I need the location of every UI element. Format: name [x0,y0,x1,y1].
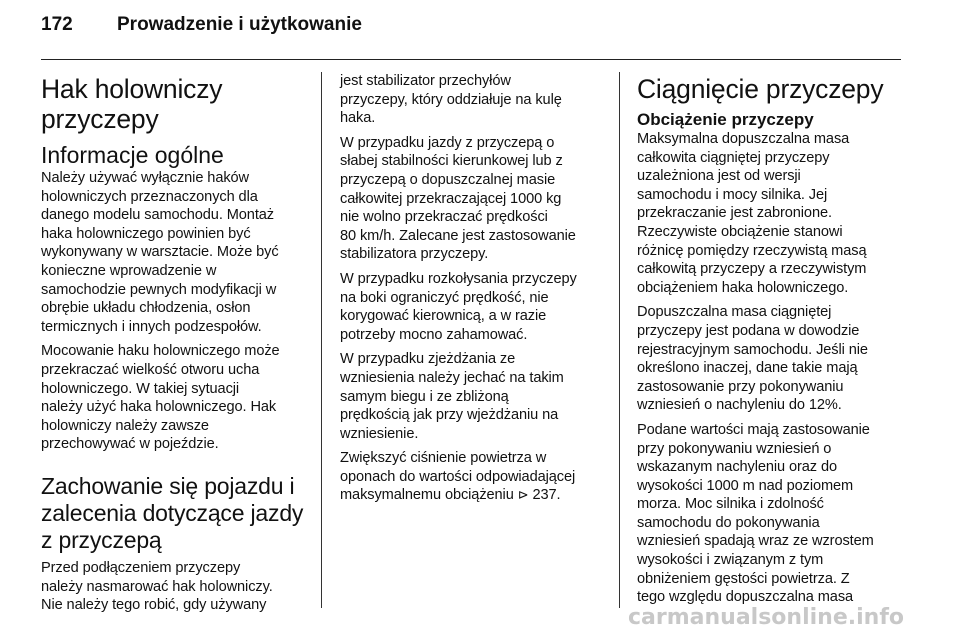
paragraph: Mocowanie haku holowniczego może przekraczać wielkość otworu ucha holowniczego. W takiej sytuacji należy użyć haka holowniczego. Hak holowniczy należy zawsze przechowywać w pojeździe. [41,343,280,453]
paragraph: W przypadku jazdy z przyczepą o słabej stabilności kierunkowej lub z przyczepą o dopuszczalnej masie całkowitej przekraczającej 1000 kg nie wolno przekraczać prędkości 80 km/h. Zalecane jest zastosowanie stabilizatora przyczepy. [340,134,576,263]
column-1 [41,72,309,621]
page-header [41,14,362,36]
paragraph: Maksymalna dopuszczalna masa całkowita ciągniętej przyczepy uzależniona jest od wersji samochodu i mocy silnika. Jej przekraczanie jest zabronione. Rzeczywiste obciążenie stanowi różnicę pomiędzy rzeczywistą masą całkowitą przyczepy a rzeczywistym obciążeniem haka holowniczego. [637,131,867,296]
column-divider [619,72,620,608]
column-divider [321,72,322,608]
heading-trailer-towing: Ciągnięcie przyczepy [637,74,884,104]
header-rule [41,59,901,60]
paragraph: W przypadku rozkołysania przyczepy na boki ograniczyć prędkość, nie korygować kierownicą, a w razie potrzeby mocno zahamować. [340,270,577,343]
paragraph: W przypadku zjeżdżania ze wzniesienia należy jechać na takim samym biegu i ze zbliżoną prędkością jak przy wjeżdżaniu na wzniesienie. [340,351,564,442]
heading-driving-behaviour: Zachowanie się pojazdu i zalecenia dotyczące jazdy z przyczepą [41,472,304,553]
section-title: Prowadzenie i użytkowanie [117,14,362,35]
page-reference-link[interactable]: 237. [528,487,561,504]
paragraph: Dopuszczalna masa ciągniętej przyczepy jest podana w dowodzie rejestracyjnym samochodu. Jeśli nie określono inaczej, dane takie mają zastosowanie przy pokonywaniu wzniesień o nachyleniu do 12%. [637,304,868,414]
subheading-general-info: Informacje ogólne [41,142,224,168]
paragraph: Należy używać wyłącznie haków holowniczych przeznaczonych dla danego modelu samochodu. Montaż haka holowniczego powinien być wykonywany w warsztacie. Może być konieczne wprowadzenie w samochodzie pewnych modyfikacji w obrębie układu chłodzenia, osłon termicznych i innych podzespołów. [41,170,279,335]
watermark: carmanualsonline.info [628,605,904,630]
page-reference-arrow-icon: ⊳ [517,487,529,503]
paragraph: Podane wartości mają zastosowanie przy pokonywaniu wzniesień o wskazanym nachyleniu oraz do wysokości 1000 m nad poziomem morza. Moc silnika i zdolność samochodu do pokonywania wzniesień spadają wraz ze wzrostem wysokości i związanym z tym obniżeniem gęstości powietrza. Z tego względu dopuszczalna masa [637,421,874,606]
paragraph-with-reference [340,449,608,505]
column-3 [637,72,905,613]
paragraph: Przed podłączeniem przyczepy należy nasmarować hak holowniczy. Nie należy tego robić, gdy używany [41,559,273,614]
page-number: 172 [41,14,73,35]
column-2 [340,72,608,511]
paragraph-text: Zwiększyć ciśnienie powietrza w oponach do wartości odpowiadającej maksymalnemu obciążeniu [340,450,576,504]
heading-tow-hitch: Hak holowniczy przyczepy [41,74,223,134]
paragraph: jest stabilizator przechyłów przyczepy, który oddziałuje na kulę haka. [340,73,562,127]
subheading-trailer-load: Obciążenie przyczepy [637,110,814,129]
